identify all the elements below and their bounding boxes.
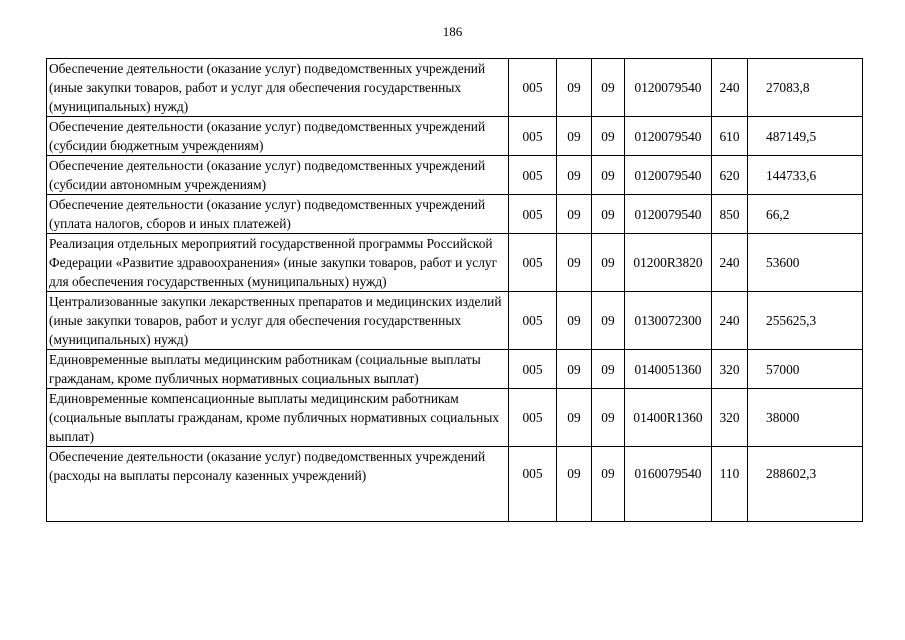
page-number: 186 [442, 24, 463, 39]
row-section-code: 09 [557, 156, 592, 195]
row-amount: 255625,3 [748, 292, 863, 350]
row-ministry-code: 005 [509, 59, 557, 117]
row-expense-type: 240 [712, 234, 748, 292]
row-amount: 144733,6 [748, 156, 863, 195]
table-row [47, 447, 863, 522]
row-subsection-code: 09 [592, 195, 625, 234]
row-section-code: 09 [557, 389, 592, 447]
row-target-article: 0120079540 [625, 117, 712, 156]
row-amount: 53600 [748, 234, 863, 292]
table-row [47, 195, 863, 234]
row-expense-type: 320 [712, 350, 748, 389]
row-description: Реализация отдельных мероприятий государственной программы Российской Федерации «Развитие здравоохранения» (иные закупки товаров, работ и услуг для обеспечения государственных (муниципальных) нужд) [47, 234, 509, 292]
row-ministry-code: 005 [509, 447, 557, 522]
table-row [47, 292, 863, 350]
row-subsection-code: 09 [592, 156, 625, 195]
row-target-article: 01200R3820 [625, 234, 712, 292]
row-subsection-code: 09 [592, 389, 625, 447]
row-section-code: 09 [557, 117, 592, 156]
table-row [47, 117, 863, 156]
row-ministry-code: 005 [509, 389, 557, 447]
row-expense-type: 850 [712, 195, 748, 234]
budget-table [46, 58, 863, 522]
row-target-article: 01400R1360 [625, 389, 712, 447]
row-expense-type: 240 [712, 292, 748, 350]
table-body [47, 59, 863, 522]
row-section-code: 09 [557, 292, 592, 350]
row-subsection-code: 09 [592, 234, 625, 292]
row-subsection-code: 09 [592, 350, 625, 389]
row-target-article: 0120079540 [625, 156, 712, 195]
row-ministry-code: 005 [509, 117, 557, 156]
row-section-code: 09 [557, 350, 592, 389]
row-section-code: 09 [557, 234, 592, 292]
row-target-article: 0160079540 [625, 447, 712, 522]
table-row [47, 156, 863, 195]
row-target-article: 0130072300 [625, 292, 712, 350]
row-target-article: 0120079540 [625, 195, 712, 234]
row-amount: 57000 [748, 350, 863, 389]
row-section-code: 09 [557, 195, 592, 234]
row-section-code: 09 [557, 447, 592, 522]
row-description: Обеспечение деятельности (оказание услуг) подведомственных учреждений (уплата налогов, сборов и иных платежей) [47, 195, 509, 234]
row-amount: 487149,5 [748, 117, 863, 156]
row-description: Обеспечение деятельности (оказание услуг) подведомственных учреждений (субсидии автономным учреждениям) [47, 156, 509, 195]
row-ministry-code: 005 [509, 292, 557, 350]
row-description: Единовременные выплаты медицинским работникам (социальные выплаты гражданам, кроме публичных нормативных социальных выплат) [47, 350, 509, 389]
row-amount: 288602,3 [748, 447, 863, 522]
table-row [47, 350, 863, 389]
table-row [47, 389, 863, 447]
row-target-article: 0120079540 [625, 59, 712, 117]
row-subsection-code: 09 [592, 447, 625, 522]
row-amount: 66,2 [748, 195, 863, 234]
row-description: Обеспечение деятельности (оказание услуг) подведомственных учреждений (расходы на выплаты персоналу казенных учреждений) [47, 447, 509, 522]
row-expense-type: 610 [712, 117, 748, 156]
row-ministry-code: 005 [509, 234, 557, 292]
row-description: Централизованные закупки лекарственных препаратов и медицинских изделий (иные закупки товаров, работ и услуг для обеспечения государственных (муниципальных) нужд) [47, 292, 509, 350]
row-section-code: 09 [557, 59, 592, 117]
row-expense-type: 620 [712, 156, 748, 195]
row-target-article: 0140051360 [625, 350, 712, 389]
row-ministry-code: 005 [509, 156, 557, 195]
row-description: Обеспечение деятельности (оказание услуг) подведомственных учреждений (иные закупки товаров, работ и услуг для обеспечения государственных (муниципальных) нужд) [47, 59, 509, 117]
row-amount: 38000 [748, 389, 863, 447]
table-row [47, 234, 863, 292]
row-subsection-code: 09 [592, 59, 625, 117]
table-row [47, 59, 863, 117]
row-subsection-code: 09 [592, 117, 625, 156]
row-ministry-code: 005 [509, 350, 557, 389]
row-expense-type: 240 [712, 59, 748, 117]
row-subsection-code: 09 [592, 292, 625, 350]
row-amount: 27083,8 [748, 59, 863, 117]
row-ministry-code: 005 [509, 195, 557, 234]
row-expense-type: 320 [712, 389, 748, 447]
row-description: Единовременные компенсационные выплаты медицинским работникам (социальные выплаты гражданам, кроме публичных нормативных социальных выплат) [47, 389, 509, 447]
row-description: Обеспечение деятельности (оказание услуг) подведомственных учреждений (субсидии бюджетным учреждениям) [47, 117, 509, 156]
row-expense-type: 110 [712, 447, 748, 522]
